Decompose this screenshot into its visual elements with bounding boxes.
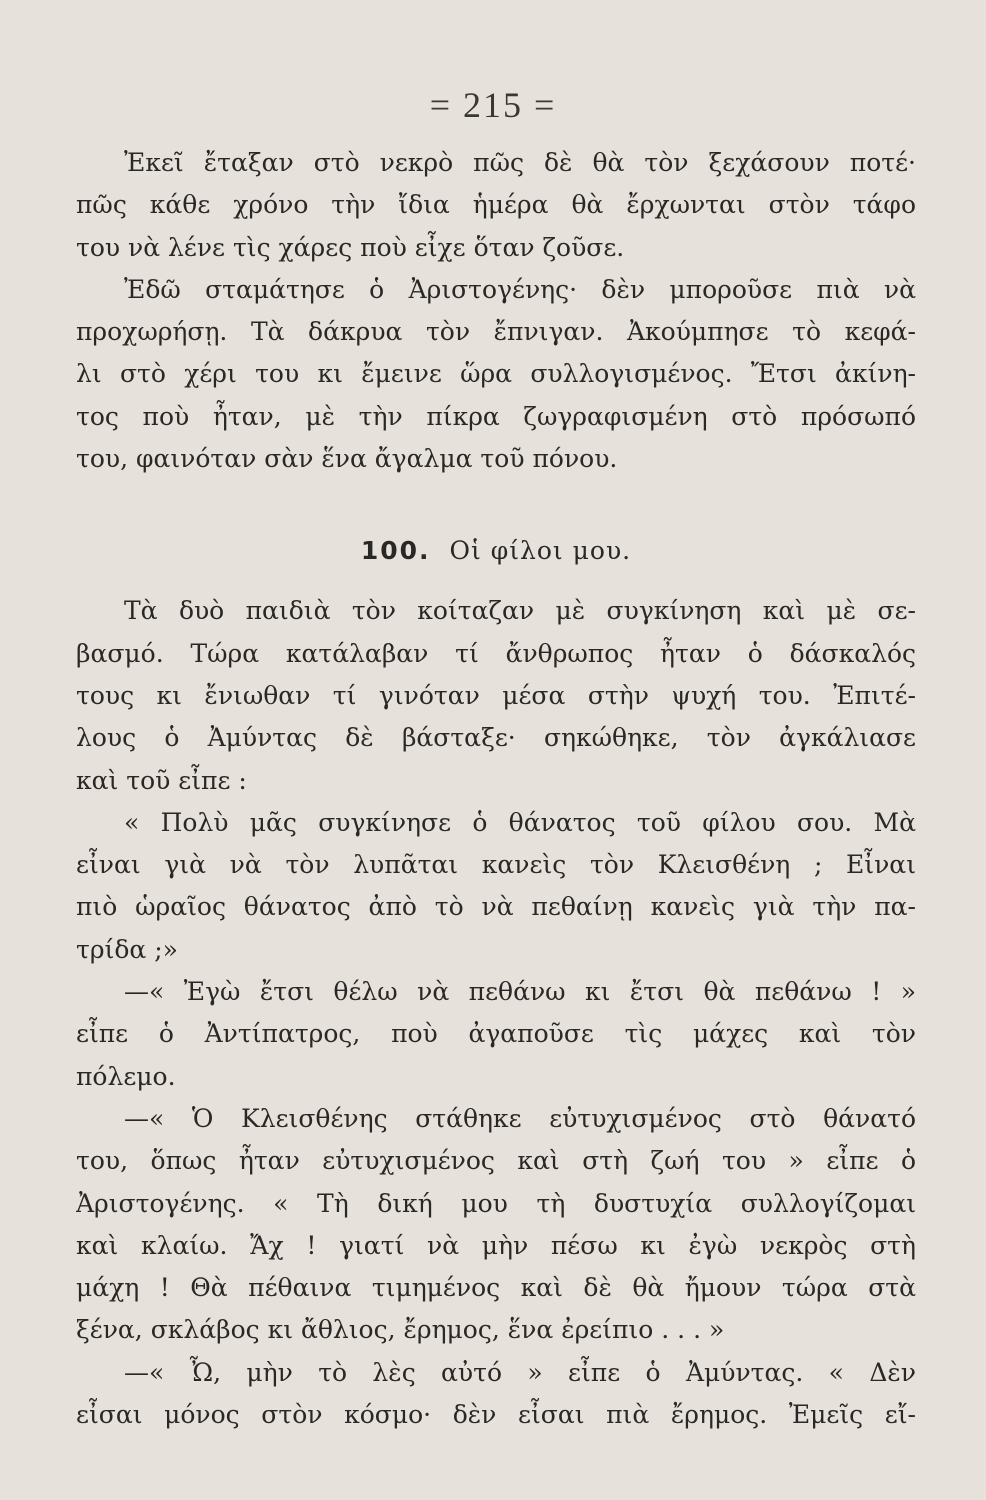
text-line: λι στὸ χέρι του κι ἔμεινε ὥρα συλλογισμένος. Ἔτσι ἀκίνη- xyxy=(76,359,916,389)
text-line: πῶς κάθε χρόνο τὴν ἴδια ἡμέρα θὰ ἔρχωνται στὸν τάφο xyxy=(76,190,916,220)
text-line: τους κι ἔνιωθαν τί γινόταν μέσα στὴν ψυχή του. Ἐπιτέ- xyxy=(76,680,916,710)
text-line: « Πολὺ μᾶς συγκίνησε ὁ θάνατος τοῦ φίλου σου. Μὰ xyxy=(124,807,916,837)
text-line: πόλεμο. xyxy=(76,1061,176,1091)
text-line: εἶναι γιὰ νὰ τὸν λυπᾶται κανεὶς τὸν Κλεισθένη ; Εἶναι xyxy=(76,850,916,880)
text-line: του, φαινόταν σὰν ἕνα ἄγαλμα τοῦ πόνου. xyxy=(76,444,618,474)
text-line: του νὰ λένε τὶς χάρες ποὺ εἶχε ὅταν ζοῦσε. xyxy=(76,232,625,262)
text-line: Ἀριστογένης. « Τὴ δική μου τὴ δυστυχία συλλογίζομαι xyxy=(76,1188,916,1218)
text-line: του, ὅπως ἦταν εὐτυχισμένος καὶ στὴ ζωή του » εἶπε ὁ xyxy=(76,1146,916,1176)
text-line: τρίδα ;» xyxy=(76,934,178,964)
paragraph-7 xyxy=(76,1352,916,1437)
page-number: = 215 = xyxy=(429,85,557,125)
text-line: εἶπε ὁ Ἀντίπατρος, ποὺ ἀγαποῦσε τὶς μάχες καὶ τὸν xyxy=(76,1019,916,1049)
text-line: ξένα, σκλάβος κι ἄθλιος, ἔρημος, ἕνα ἐρείπιο . . . » xyxy=(76,1315,725,1345)
paragraph-5 xyxy=(76,971,916,1098)
text-line: μάχη ! Θὰ πέθαινα τιμημένος καὶ δὲ θὰ ἤμουν τώρα στὰ xyxy=(76,1273,916,1303)
section-heading xyxy=(76,530,916,570)
section-number: 100. xyxy=(360,536,431,566)
text-line: Τὰ δυὸ παιδιὰ τὸν κοίταζαν μὲ συγκίνηση καὶ μὲ σε- xyxy=(124,596,916,626)
paragraph-2 xyxy=(76,269,916,480)
text-line: —« Ἐγὼ ἔτσι θέλω νὰ πεθάνω κι ἔτσι θὰ πεθάνω ! » xyxy=(124,977,916,1007)
paragraph-3 xyxy=(76,590,916,801)
text-line: Ἐκεῖ ἔταξαν στὸ νεκρὸ πῶς δὲ θὰ τὸν ξεχάσουν ποτέ· xyxy=(124,148,916,177)
text-line: Ἐδῶ σταμάτησε ὁ Ἀριστογένης· δὲν μποροῦσε πιὰ νὰ xyxy=(124,274,916,304)
section-title: Οἱ φίλοι μου. xyxy=(449,536,632,566)
paragraph-1 xyxy=(76,142,916,269)
text-line: πιὸ ὡραῖος θάνατος ἀπὸ τὸ νὰ πεθαίνῃ κανεὶς γιὰ τὴν πα- xyxy=(76,892,916,922)
text-line: —« Ὁ Κλεισθένης στάθηκε εὐτυχισμένος στὸ θάνατό xyxy=(124,1103,916,1133)
paragraph-4 xyxy=(76,802,916,971)
text-line: τος ποὺ ἦταν, μὲ τὴν πίκρα ζωγραφισμένη στὸ πρόσωπό xyxy=(76,401,916,431)
text-line: καὶ κλαίω. Ἄχ ! γιατί νὰ μὴν πέσω κι ἐγὼ νεκρὸς στὴ xyxy=(76,1230,916,1260)
text-line: λους ὁ Ἀμύντας δὲ βάσταξε· σηκώθηκε, τὸν ἀγκάλιασε xyxy=(76,723,916,753)
text-line: —« Ὦ, μὴν τὸ λὲς αὐτό » εἶπε ὁ Ἀμύντας. « Δὲν xyxy=(124,1357,916,1387)
text-line: εἶσαι μόνος στὸν κόσμο· δὲν εἶσαι πιὰ ἔρημος. Ἐμεῖς εἴ- xyxy=(76,1400,916,1430)
text-line: προχωρήσῃ. Τὰ δάκρυα τὸν ἔπνιγαν. Ἀκούμπησε τὸ κεφά- xyxy=(76,317,916,347)
text-line: βασμό. Τώρα κατάλαβαν τί ἄνθρωπος ἦταν ὁ δάσκαλός xyxy=(76,638,916,668)
page-content xyxy=(76,142,916,1436)
text-line: καὶ τοῦ εἶπε : xyxy=(76,765,247,795)
paragraph-6 xyxy=(76,1098,916,1352)
